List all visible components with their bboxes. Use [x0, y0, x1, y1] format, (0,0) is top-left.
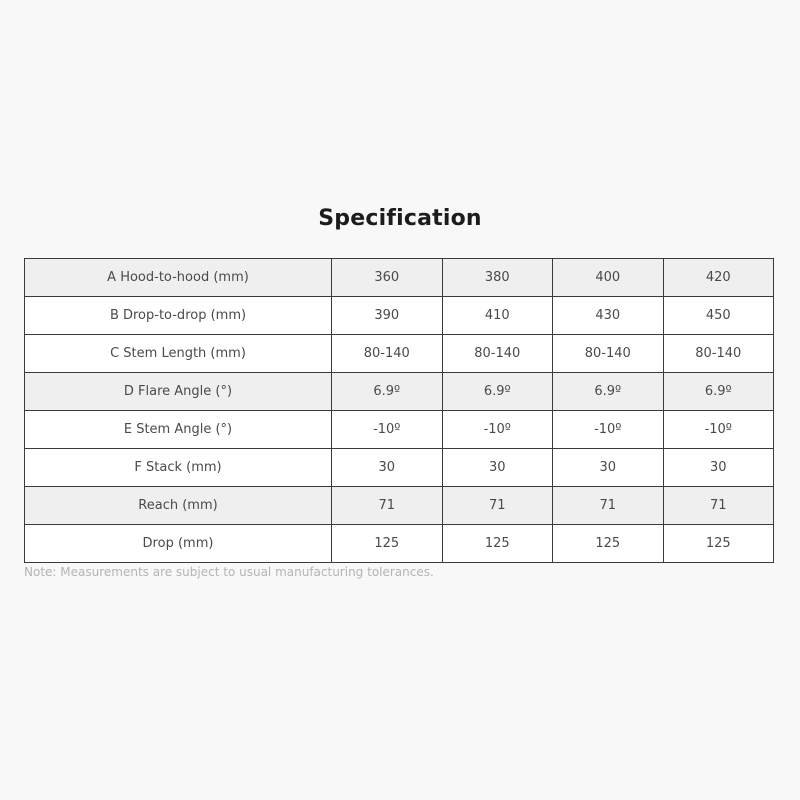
- table-row: [25, 297, 774, 335]
- row-label: Drop (mm): [25, 525, 332, 563]
- table-cell: 6.9º: [553, 373, 664, 411]
- table-cell: 30: [332, 449, 443, 487]
- table-cell: -10º: [332, 411, 443, 449]
- table-cell: 6.9º: [442, 373, 553, 411]
- row-label: C Stem Length (mm): [25, 335, 332, 373]
- table-row: [25, 259, 774, 297]
- tolerance-note: Note: Measurements are subject to usual manufacturing tolerances.: [24, 565, 434, 579]
- table-cell: 80-140: [332, 335, 443, 373]
- table-cell: 30: [442, 449, 553, 487]
- table-row: [25, 525, 774, 563]
- row-label: A Hood-to-hood (mm): [25, 259, 332, 297]
- table-cell: 30: [663, 449, 774, 487]
- table-cell: 125: [553, 525, 664, 563]
- table-cell: 6.9º: [332, 373, 443, 411]
- table-row: [25, 373, 774, 411]
- table-cell: 6.9º: [663, 373, 774, 411]
- table-cell: 400: [553, 259, 664, 297]
- page-title: Specification: [318, 206, 482, 231]
- table-cell: 71: [553, 487, 664, 525]
- table-cell: 125: [663, 525, 774, 563]
- table-cell: 71: [442, 487, 553, 525]
- table-cell: 430: [553, 297, 664, 335]
- table-cell: 420: [663, 259, 774, 297]
- table-cell: 80-140: [553, 335, 664, 373]
- table-row: [25, 449, 774, 487]
- table-cell: 410: [442, 297, 553, 335]
- table-cell: -10º: [663, 411, 774, 449]
- table-cell: 80-140: [663, 335, 774, 373]
- table-cell: 450: [663, 297, 774, 335]
- table-cell: 80-140: [442, 335, 553, 373]
- table-cell: 30: [553, 449, 664, 487]
- row-label: D Flare Angle (°): [25, 373, 332, 411]
- table-cell: 125: [332, 525, 443, 563]
- specification-table: [24, 258, 774, 563]
- table-cell: -10º: [442, 411, 553, 449]
- table-cell: 360: [332, 259, 443, 297]
- row-label: F Stack (mm): [25, 449, 332, 487]
- table-cell: -10º: [553, 411, 664, 449]
- row-label: Reach (mm): [25, 487, 332, 525]
- table-row: [25, 487, 774, 525]
- table-cell: 390: [332, 297, 443, 335]
- table-cell: 125: [442, 525, 553, 563]
- row-label: B Drop-to-drop (mm): [25, 297, 332, 335]
- table-row: [25, 335, 774, 373]
- table-row: [25, 411, 774, 449]
- table-cell: 71: [663, 487, 774, 525]
- table-cell: 71: [332, 487, 443, 525]
- row-label: E Stem Angle (°): [25, 411, 332, 449]
- table-cell: 380: [442, 259, 553, 297]
